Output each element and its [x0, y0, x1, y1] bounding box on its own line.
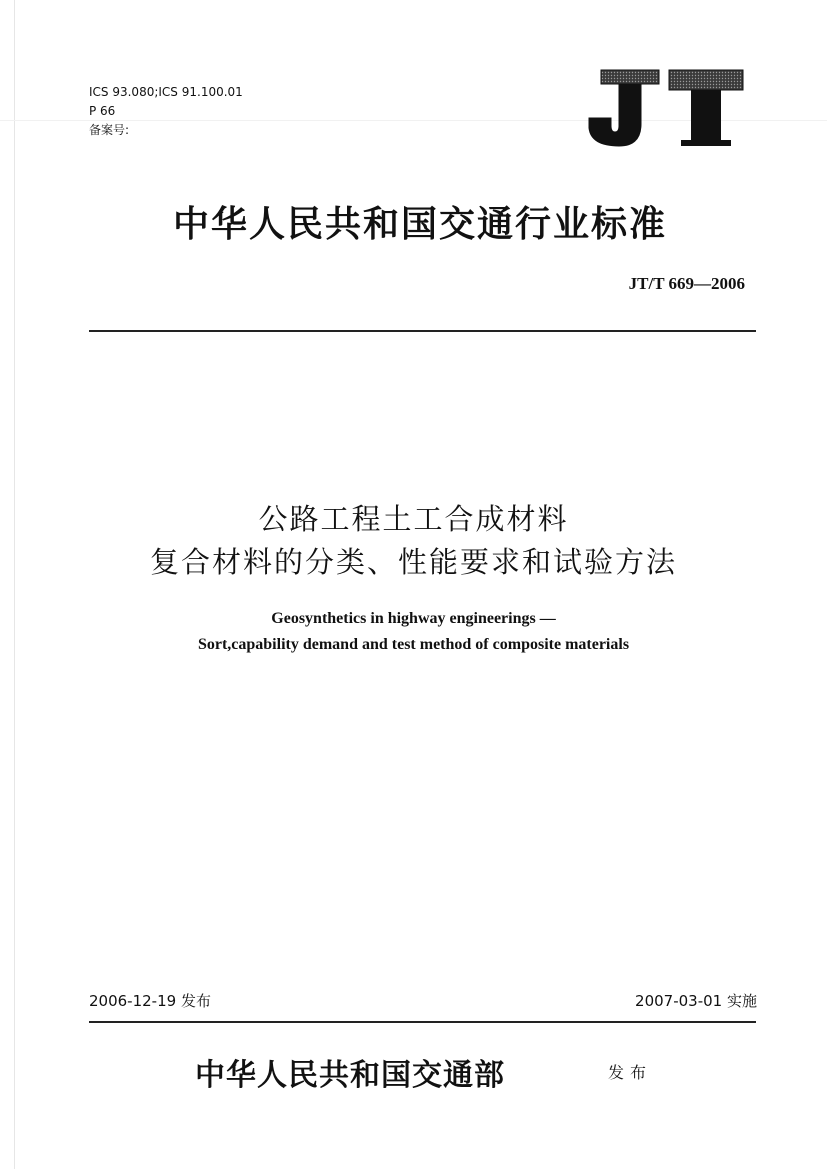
ccs-code: P 66 [89, 104, 116, 118]
issue-date: 2006-12-19 发布 [89, 992, 211, 1010]
standard-number: JT/T 669—2006 [628, 274, 745, 293]
classification-codes [89, 83, 243, 140]
issuing-authority: 中华人民共和国交通部 [195, 1058, 505, 1093]
chinese-title-line-2: 复合材料的分类、性能要求和试验方法 [149, 545, 677, 579]
standard-category-title: 中华人民共和国交通行业标准 [172, 203, 667, 245]
jt-logo-graphic [583, 68, 745, 148]
english-title-line-1: Geosynthetics in highway engineerings — [271, 610, 556, 627]
header-divider [89, 330, 756, 332]
footer-divider [89, 1021, 756, 1023]
chinese-title-line-1: 公路工程土工合成材料 [258, 502, 569, 536]
issue-action-label: 发布 [608, 1063, 653, 1082]
english-title-line-2: Sort,capability demand and test method of composite materials [197, 636, 630, 653]
scan-edge-line [14, 0, 15, 1169]
ics-code: ICS 93.080;ICS 91.100.01 [89, 85, 243, 99]
jt-logo [583, 68, 745, 148]
record-number-label: 备案号: [89, 123, 130, 137]
effective-date: 2007-03-01 实施 [635, 992, 757, 1010]
